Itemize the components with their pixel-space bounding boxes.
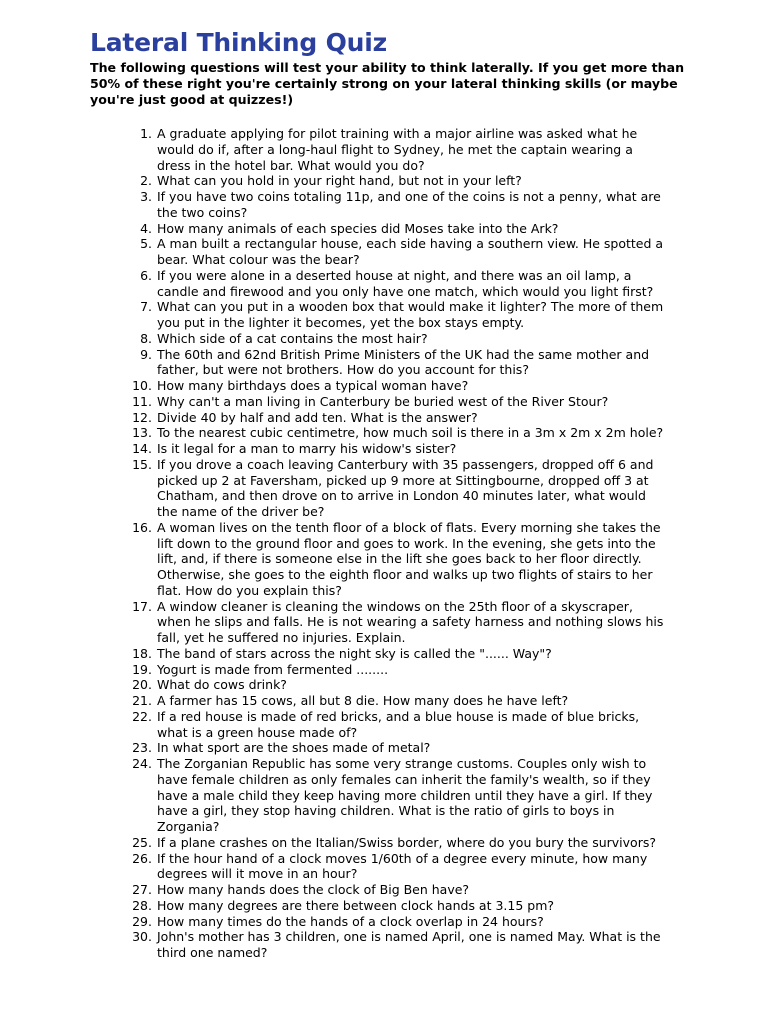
question-number: 3. bbox=[140, 189, 152, 204]
question-text: The 60th and 62nd British Prime Ministers of the UK had the same mother and father, but were not brothers. How do you account for this? bbox=[157, 346, 650, 378]
page-title: Lateral Thinking Quiz bbox=[90, 28, 387, 57]
question-item bbox=[125, 236, 665, 268]
question-number: 8. bbox=[140, 330, 152, 346]
question-text: To the nearest cubic centimetre, how much soil is there in a 3m x 2m x 2m hole? bbox=[157, 425, 664, 441]
question-text: Is it legal for a man to marry his widow's sister? bbox=[157, 441, 457, 456]
question-number: 11. bbox=[132, 393, 152, 409]
question-number: 30. bbox=[132, 929, 152, 945]
question-item bbox=[125, 929, 665, 961]
question-number: 2. bbox=[140, 173, 152, 189]
question-text: How many times do the hands of a clock overlap in 24 hours? bbox=[157, 913, 544, 929]
question-number: 22. bbox=[132, 708, 152, 724]
question-number: 14. bbox=[132, 441, 152, 456]
question-item bbox=[125, 914, 665, 930]
question-item bbox=[125, 299, 665, 331]
question-text: A farmer has 15 cows, all but 8 die. How many does he have left? bbox=[157, 693, 569, 708]
question-item bbox=[125, 882, 665, 898]
question-text: If you have two coins totaling 11p, and one of the coins is not a penny, what are the two coins? bbox=[157, 189, 661, 220]
question-number: 23. bbox=[132, 740, 152, 756]
question-number: 29. bbox=[132, 913, 152, 929]
question-number: 27. bbox=[132, 882, 152, 897]
question-text: How many birthdays does a typical woman have? bbox=[157, 378, 469, 393]
question-number: 21. bbox=[132, 693, 152, 708]
question-text: The band of stars across the night sky is called the "...... Way"? bbox=[157, 645, 552, 661]
question-text: In what sport are the shoes made of metal? bbox=[157, 740, 431, 756]
question-text: Yogurt is made from fermented ........ bbox=[157, 661, 389, 677]
question-list bbox=[125, 126, 665, 961]
question-text: If a red house is made of red bricks, and a blue house is made of blue bricks, what is a green house made of? bbox=[157, 708, 640, 740]
question-text: How many animals of each species did Moses take into the Ark? bbox=[157, 220, 559, 236]
question-text: What do cows drink? bbox=[157, 677, 287, 693]
question-number: 1. bbox=[140, 126, 152, 141]
question-item bbox=[125, 520, 665, 599]
question-item bbox=[125, 851, 665, 883]
question-item bbox=[125, 126, 665, 173]
question-number: 10. bbox=[132, 378, 152, 393]
question-item bbox=[125, 835, 665, 851]
question-text: If the hour hand of a clock moves 1/60th of a degree every minute, how many degrees will it move in an hour? bbox=[157, 850, 648, 882]
question-item bbox=[125, 189, 665, 221]
question-text: What can you hold in your right hand, but not in your left? bbox=[157, 173, 522, 189]
question-text: A graduate applying for pilot training with a major airline was asked what he would do if, after a long-haul flight to Sydney, he met the captain wearing a dress in the hotel bar. What would you do? bbox=[157, 126, 638, 173]
question-item bbox=[125, 221, 665, 237]
question-text: If you were alone in a deserted house at night, and there was an oil lamp, a candle and firewood and you only have one match, which would you light first? bbox=[157, 267, 654, 299]
question-number: 18. bbox=[132, 645, 152, 661]
question-number: 28. bbox=[132, 897, 152, 913]
question-item bbox=[125, 646, 665, 662]
question-item bbox=[125, 740, 665, 756]
question-text: A woman lives on the tenth floor of a block of flats. Every morning she takes the lift down to the ground floor and goes to work. In the evening, she gets into the lift, and, if there is someone else in the lift she goes back to her floor directly. Otherwise, she goes to the eighth floor and walks up two flights of stairs to her flat. How do you explain this? bbox=[157, 519, 661, 598]
question-item bbox=[125, 173, 665, 189]
question-number: 19. bbox=[132, 661, 152, 677]
question-item bbox=[125, 441, 665, 457]
question-number: 7. bbox=[140, 299, 152, 315]
question-item bbox=[125, 756, 665, 835]
question-text: John's mother has 3 children, one is named April, one is named May. What is the third one named? bbox=[157, 929, 661, 960]
question-number: 20. bbox=[132, 677, 152, 693]
question-text: A man built a rectangular house, each side having a southern view. He spotted a bear. What colour was the bear? bbox=[157, 236, 664, 267]
question-item bbox=[125, 693, 665, 709]
question-number: 15. bbox=[132, 456, 152, 472]
question-text: How many hands does the clock of Big Ben have? bbox=[157, 882, 470, 897]
question-number: 4. bbox=[140, 220, 152, 236]
question-number: 6. bbox=[140, 267, 152, 283]
question-text: Which side of a cat contains the most hair? bbox=[157, 330, 428, 346]
question-item bbox=[125, 394, 665, 410]
question-text: How many degrees are there between clock hands at 3.15 pm? bbox=[157, 897, 555, 913]
question-number: 12. bbox=[132, 409, 152, 425]
question-item bbox=[125, 709, 665, 741]
question-text: Divide 40 by half and add ten. What is the answer? bbox=[157, 409, 478, 425]
question-text: If you drove a coach leaving Canterbury with 35 passengers, dropped off 6 and picked up 2 at Faversham, picked up 9 more at Sittingbourne, dropped off 3 at Chatham, and then drove on to arrive in London 40 minutes later, what would the name of the driver be? bbox=[157, 456, 654, 519]
question-text: What can you put in a wooden box that would make it lighter? The more of them you put in the lighter it becomes, yet the box stays empty. bbox=[157, 299, 664, 330]
question-number: 25. bbox=[132, 834, 152, 850]
question-item bbox=[125, 662, 665, 678]
question-number: 26. bbox=[132, 850, 152, 866]
question-text: Why can't a man living in Canterbury be buried west of the River Stour? bbox=[157, 393, 609, 409]
question-number: 13. bbox=[132, 425, 152, 441]
question-item bbox=[125, 347, 665, 379]
question-number: 5. bbox=[140, 236, 152, 252]
question-item bbox=[125, 599, 665, 646]
question-item bbox=[125, 457, 665, 520]
question-item bbox=[125, 378, 665, 394]
question-number: 9. bbox=[140, 346, 152, 362]
question-item bbox=[125, 410, 665, 426]
question-text: A window cleaner is cleaning the windows on the 25th floor of a skyscraper, when he slips and falls. He is not wearing a safety harness and nothing slows his fall, yet he suffered no injuries. Explain. bbox=[157, 598, 664, 645]
question-item bbox=[125, 425, 665, 441]
question-item bbox=[125, 677, 665, 693]
question-text: If a plane crashes on the Italian/Swiss border, where do you bury the survivors? bbox=[157, 834, 656, 850]
question-number: 24. bbox=[132, 756, 152, 771]
intro-paragraph: The following questions will test your ability to think laterally. If you get more than 50% of these right you're certainly strong on your lateral thinking skills (or maybe you're just good at quizzes!) bbox=[90, 60, 685, 107]
question-item bbox=[125, 331, 665, 347]
question-item bbox=[125, 268, 665, 300]
question-number: 17. bbox=[132, 598, 152, 614]
question-text: The Zorganian Republic has some very strange customs. Couples only wish to have female children as only females can inherit the family's wealth, so if they have a male child they keep having more children until they have a girl. If they have a girl, they stop having children. What is the ratio of girls to boys in Zorgania? bbox=[157, 756, 653, 834]
question-number: 16. bbox=[132, 519, 152, 535]
question-item bbox=[125, 898, 665, 914]
